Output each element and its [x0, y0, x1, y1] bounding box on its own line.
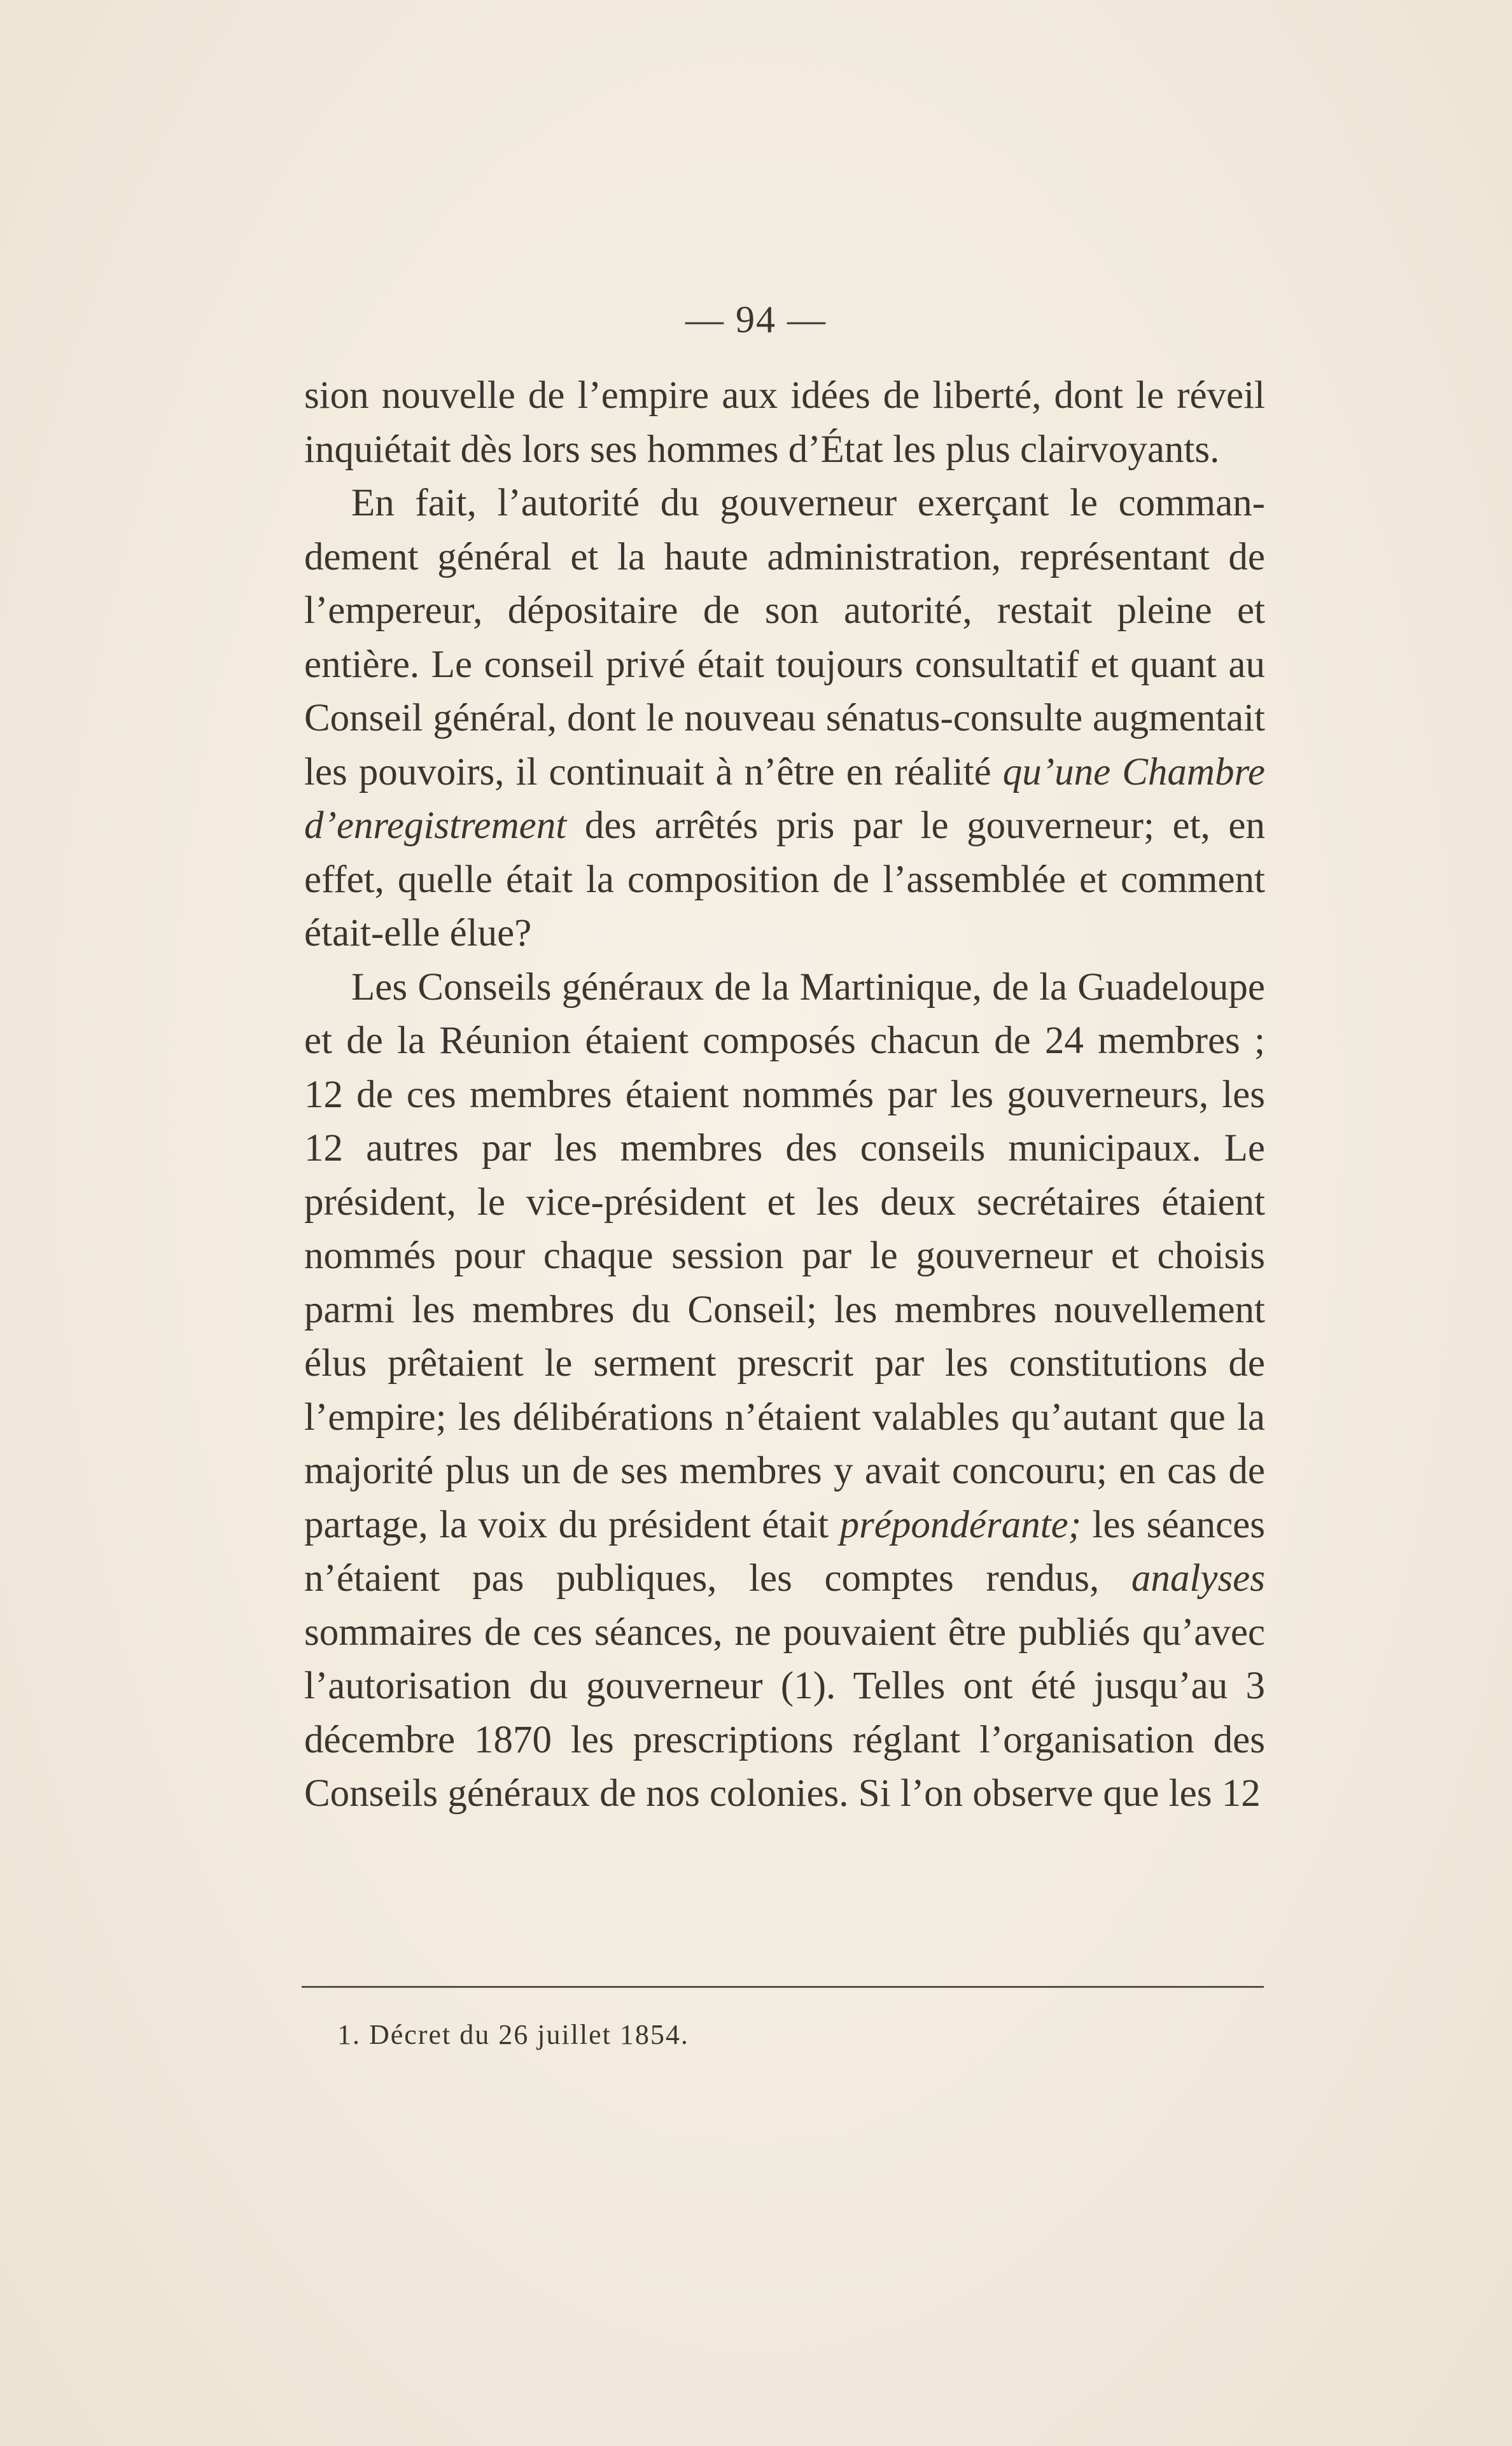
body-text — [304, 369, 1265, 1821]
page-number: — 94 — — [685, 298, 827, 340]
paragraph-3-text-2: les séances n’étaient pas publiques, les comptes rendus, — [304, 1503, 1265, 1600]
paragraph-3-text-1: Les Conseils généraux de la Martinique, de la Guadeloupe et de la Réunion étaient composés chacun de 24 membres ; 12 de ces membres étaient nommés par les gouverneurs, les 12 autres par les membres des conseils municipaux. Le président, le vice-président et les deux secrétaires étaient nommés pour chaque session par le gouverneur et choisis parmi les membres du Conseil; les membres nouvellement élus prêtaient le serment prescrit par les constitutions de l’empire; les délibérations n’étaient valables qu’autant que la majorité plus un de ses membres y avait concouru; en cas de partage, la voix du président était — [304, 965, 1265, 1546]
paragraph-2 — [304, 477, 1265, 961]
paragraph-1: sion nouvelle de l’empire aux idées de liberté, dont le réveil inquiétait dès lors ses hommes d’État les plus clairvoyants. — [304, 374, 1265, 471]
paragraph-3-italic-2: analyses — [1131, 1557, 1265, 1600]
paragraph-2-italic-1: qu’une Chambre d’enregistrement — [304, 750, 1265, 847]
paragraph-3-italic-1: prépondérante; — [839, 1503, 1082, 1546]
paragraph-2-text-1: En fait, l’autorité du gouverneur exerçant le commandement général et la haute administration, représentant de l’empereur, dépositaire de son autorité, restait pleine et entière. Le conseil privé était toujours consultatif et quant au Conseil général, dont le nouveau sénatus-consulte augmentait les pouvoirs, il continuait à n’être en réalité — [304, 482, 1265, 793]
footnote: 1. Décret du 26 juillet 1854. — [337, 2019, 689, 2050]
paragraph-3 — [304, 961, 1265, 1821]
footnote-rule — [302, 1986, 1264, 1988]
paragraph-3-text-3: sommaires de ces séances, ne pouvaient être publiés qu’avec l’autorisation du gouverneur (1). Telles ont été jusqu’au 3 décembre 1870 les prescriptions réglant l’organisation des Conseils généraux de nos colonies. Si l’on observe que les 12 — [304, 1611, 1265, 1815]
paragraph-2-text-2: des arrêtés pris par le gouverneur; et, en effet, quelle était la composition de l’assemblée et comment était-elle élue? — [304, 804, 1265, 954]
